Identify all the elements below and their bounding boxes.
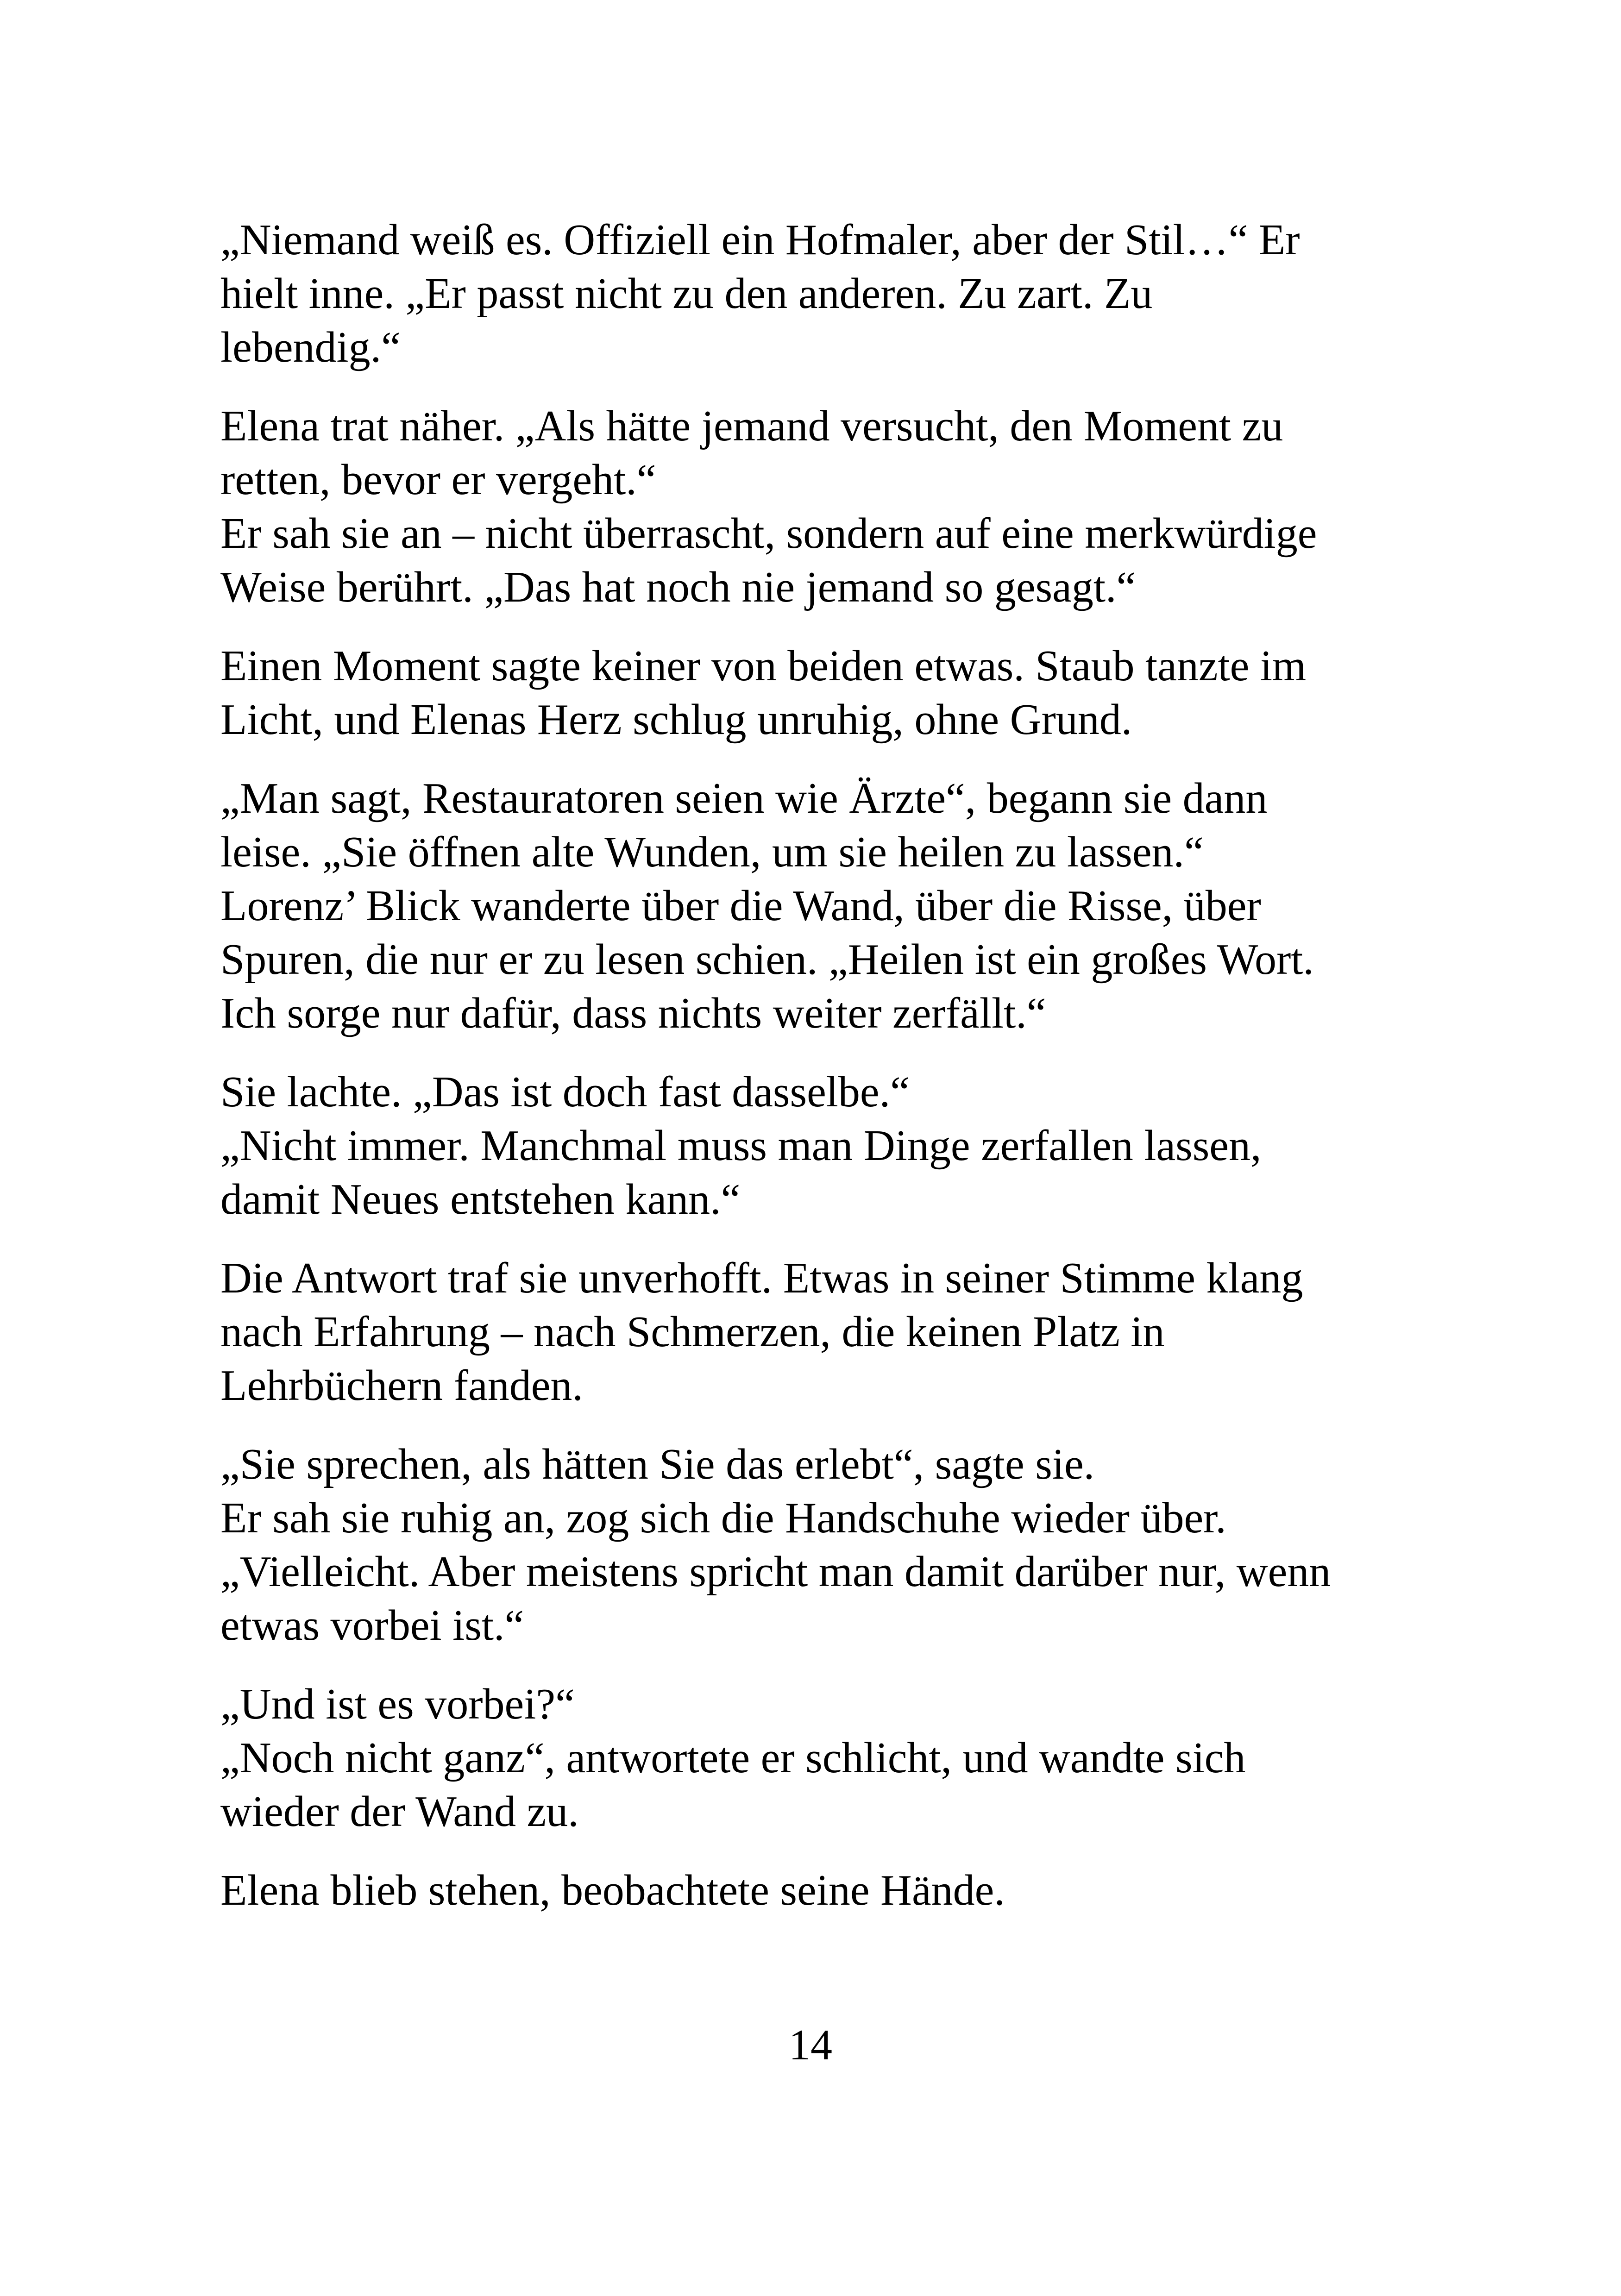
text-line: „Und ist es vorbei?“: [220, 1680, 575, 1728]
text-line: Lorenz’ Blick wanderte über die Wand, über die Risse, über: [220, 882, 1261, 930]
text-line: lebendig.“: [220, 323, 401, 371]
text-line: nach Erfahrung – nach Schmerzen, die keinen Platz in: [220, 1308, 1165, 1356]
paragraph: [220, 399, 1443, 614]
text-line: Elena trat näher. „Als hätte jemand versucht, den Moment zu: [220, 402, 1283, 450]
text-line: Ich sorge nur dafür, dass nichts weiter zerfällt.“: [220, 989, 1046, 1037]
body-text: [220, 213, 1443, 1942]
text-line: „Man sagt, Restauratoren seien wie Ärzte“, begann sie dann: [220, 774, 1268, 822]
paragraph: [220, 1677, 1443, 1838]
paragraph: [220, 1437, 1443, 1652]
text-line: leise. „Sie öffnen alte Wunden, um sie heilen zu lassen.“: [220, 828, 1204, 876]
text-line: wieder der Wand zu.: [220, 1788, 579, 1836]
paragraph: [220, 1251, 1443, 1412]
text-line: Spuren, die nur er zu lesen schien. „Heilen ist ein großes Wort.: [220, 935, 1314, 984]
text-line: Lehrbüchern fanden.: [220, 1361, 583, 1410]
text-line: „Sie sprechen, als hätten Sie das erlebt“, sagte sie.: [220, 1440, 1095, 1488]
text-line: etwas vorbei ist.“: [220, 1601, 524, 1650]
text-line: Elena blieb stehen, beobachtete seine Hände.: [220, 1866, 1005, 1914]
text-line: Sie lachte. „Das ist doch fast dasselbe.“: [220, 1068, 910, 1116]
text-line: Weise berührt. „Das hat noch nie jemand so gesagt.“: [220, 563, 1136, 611]
page-number: 14: [789, 2021, 832, 2069]
text-line: Die Antwort traf sie unverhofft. Etwas in seiner Stimme klang: [220, 1254, 1303, 1302]
text-line: Er sah sie an – nicht überrascht, sondern auf eine merkwürdige: [220, 509, 1317, 558]
text-line: Einen Moment sagte keiner von beiden etwas. Staub tanzte im: [220, 642, 1307, 690]
text-line: „Niemand weiß es. Offiziell ein Hofmaler, aber der Stil…“ Er: [220, 216, 1300, 264]
paragraph: [220, 1863, 1443, 1917]
paragraph: [220, 1065, 1443, 1226]
text-line: retten, bevor er vergeht.“: [220, 456, 656, 504]
paragraph: [220, 772, 1443, 1040]
text-line: Licht, und Elenas Herz schlug unruhig, ohne Grund.: [220, 696, 1132, 744]
text-line: „Noch nicht ganz“, antwortete er schlicht, und wandte sich: [220, 1734, 1246, 1782]
paragraph: [220, 213, 1443, 374]
paragraph: [220, 639, 1443, 747]
text-line: „Vielleicht. Aber meistens spricht man damit darüber nur, wenn: [220, 1548, 1331, 1596]
text-line: hielt inne. „Er passt nicht zu den anderen. Zu zart. Zu: [220, 270, 1153, 318]
text-line: „Nicht immer. Manchmal muss man Dinge zerfallen lassen,: [220, 1122, 1262, 1170]
text-line: Er sah sie ruhig an, zog sich die Handschuhe wieder über.: [220, 1494, 1226, 1542]
text-line: damit Neues entstehen kann.“: [220, 1175, 741, 1223]
